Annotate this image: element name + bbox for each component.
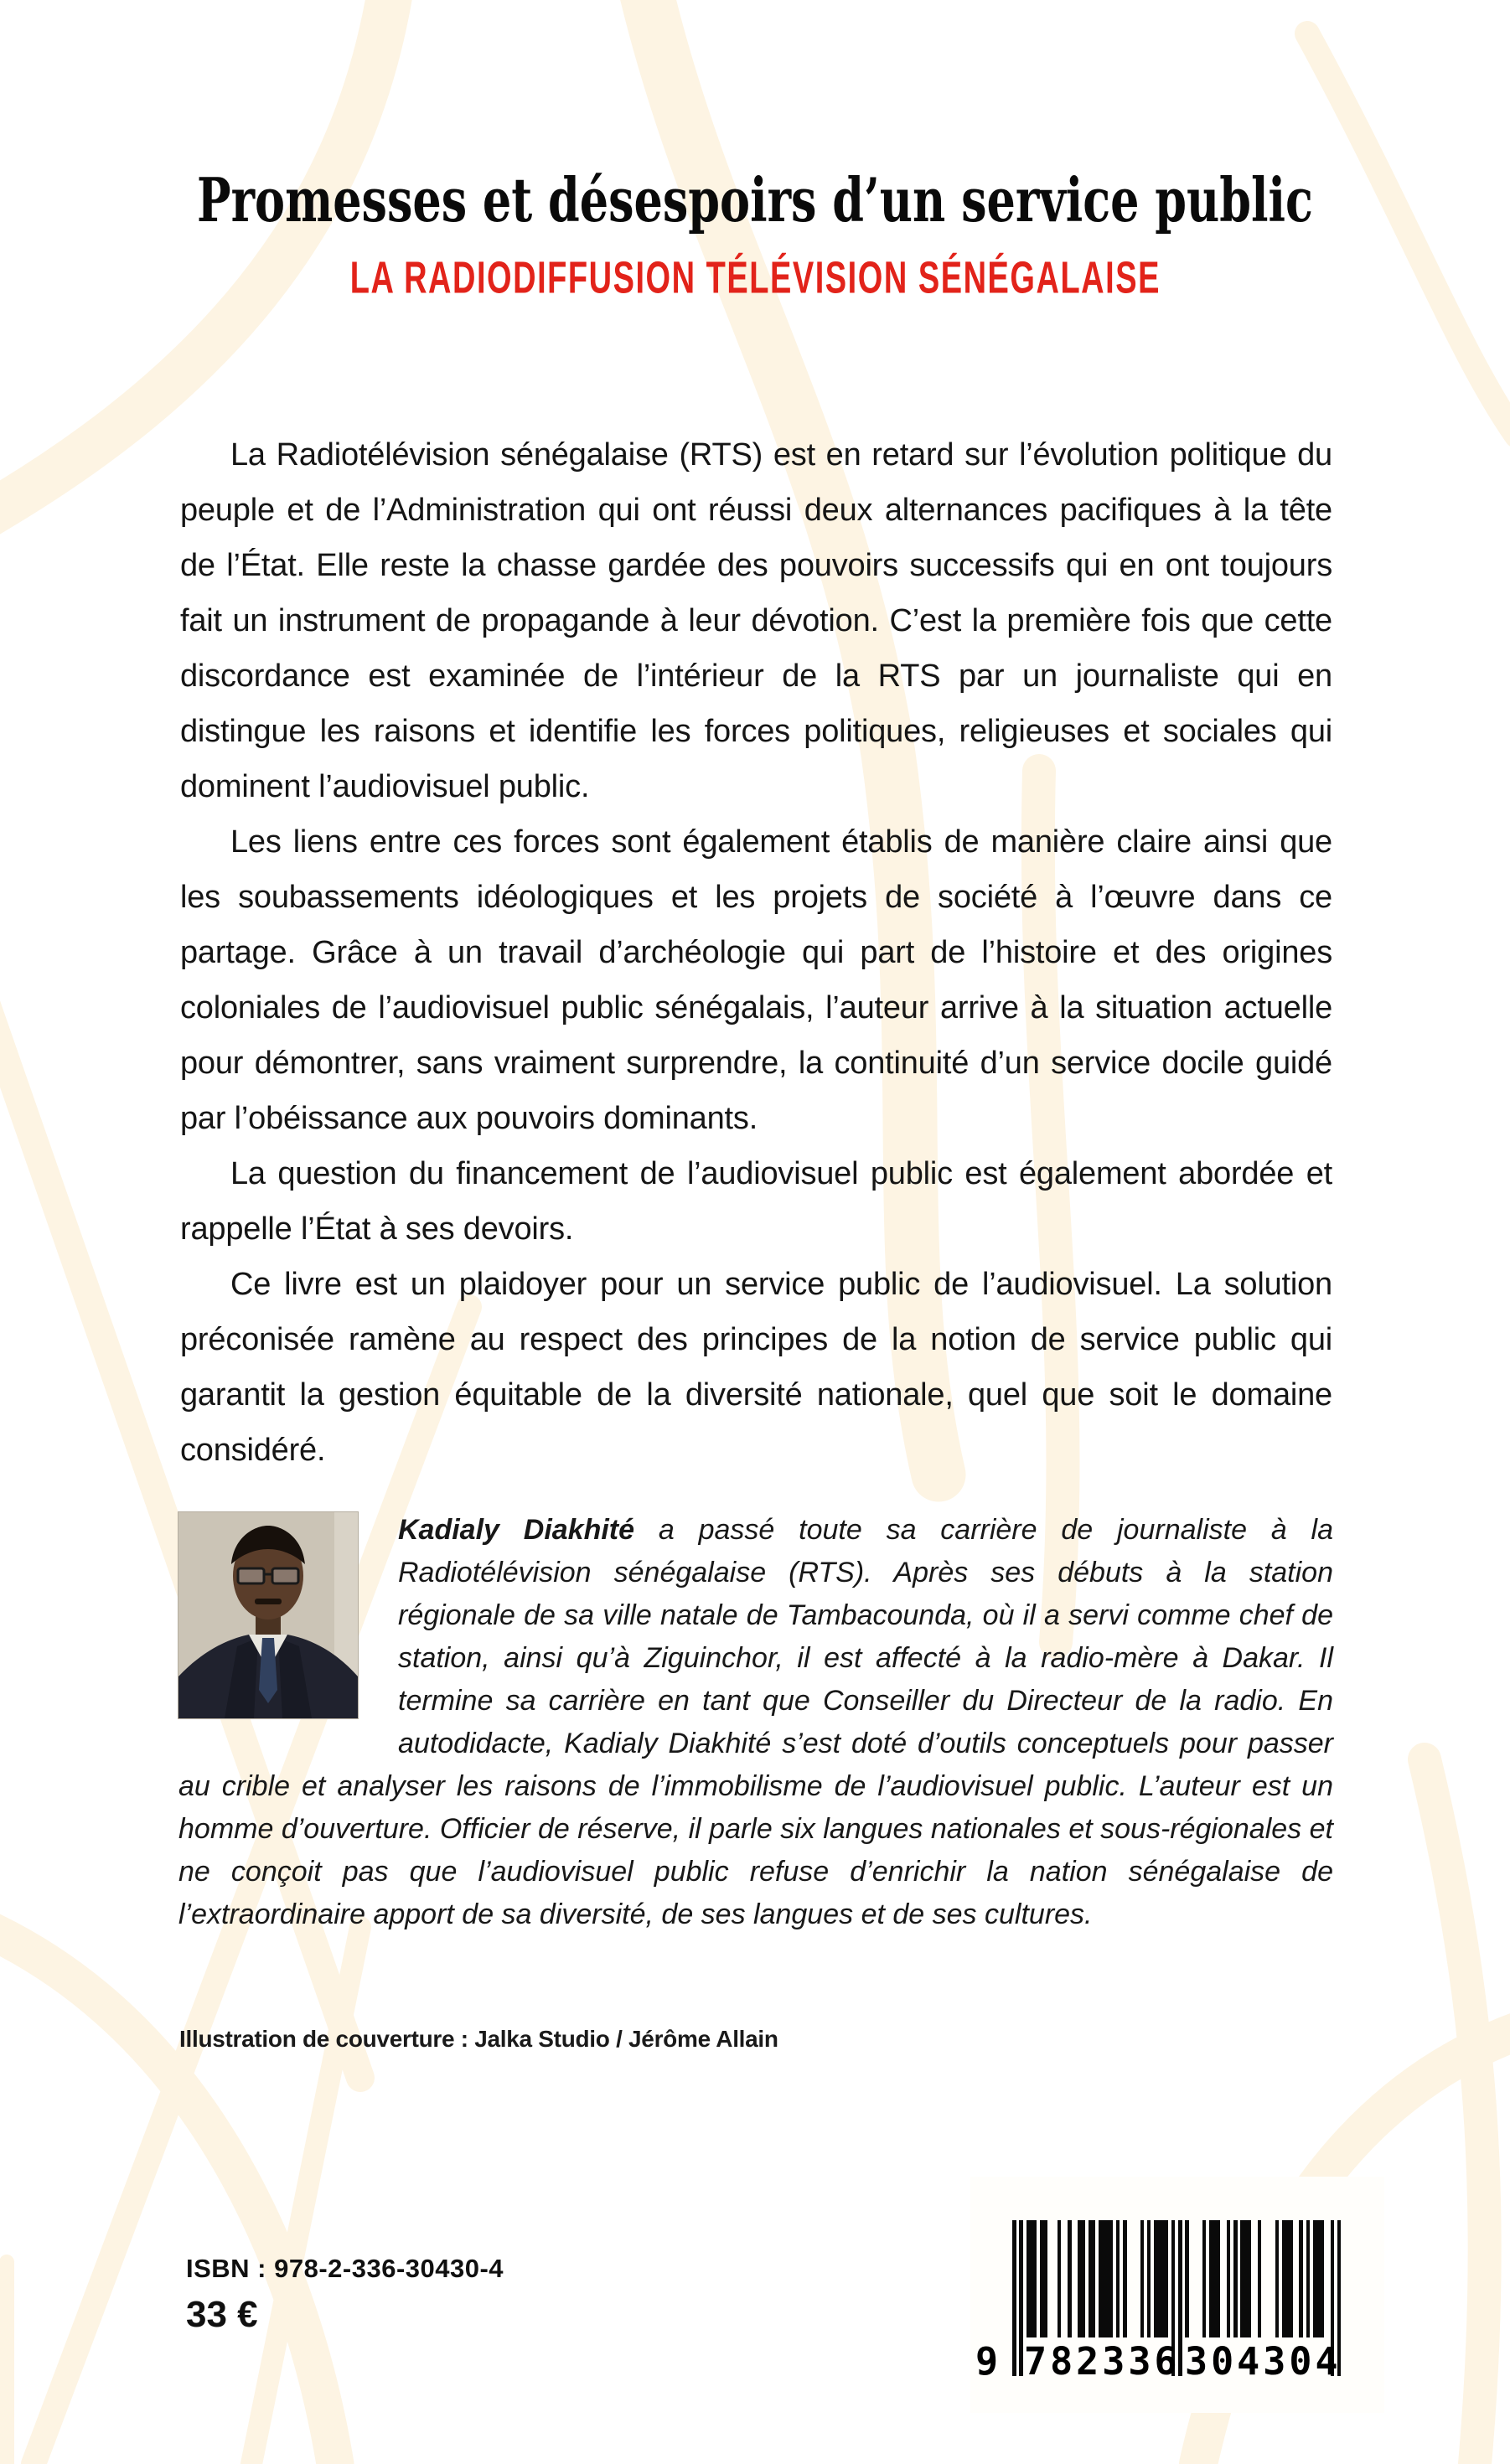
synopsis-paragraph-1: La Radiotélévision sénégalaise (RTS) est en retard sur l’évolution politique du peuple et de l’Administration qui ont réussi deux alternances pacifiques à la tête de l’État. Elle reste la chasse gardée des pouvoirs successifs qui en ont toujours fait un instrument de propagande à leur dévotion. C’est la première fois que cette discordance est examinée de l’intérieur de la RTS par un journaliste qui en distingue les raisons et identifie les forces politiques, religieuses et sociales qui dominent l’audiovisuel public.	[180, 437, 1332, 804]
book-title: Promesses et désespoirs d’un service public	[197, 164, 1313, 235]
author-portrait-image	[178, 1512, 358, 1718]
synopsis-paragraph-4: Ce livre est un plaidoyer pour un service public de l’audiovisuel. La solution préconisée ramène au respect des principes de la notion de service public qui garantit la gestion équitable de la diversité nationale, quel que soit le domaine considéré.	[180, 1267, 1332, 1468]
synopsis-paragraph-2: Les liens entre ces forces sont également établis de manière claire ainsi que les soubassements idéologiques et les projets de société à l’œuvre dans ce partage. Grâce à un travail d’archéologie qui part de l’histoire et des origines coloniales de l’audiovisuel public sénégalais, l’auteur arrive à la situation actuelle pour démontrer, sans vraiment surprendre, la continuité d’un service docile guidé par l’obéissance aux pouvoirs dominants.	[180, 824, 1332, 1136]
author-name: Kadialy Diakhité	[398, 1514, 635, 1546]
isbn-number: ISBN : 978-2-336-30430-4	[186, 2254, 504, 2283]
synopsis-paragraph-3: La question du financement de l’audiovisuel public est également abordée et rappelle l’État à ses devoirs.	[180, 1156, 1332, 1247]
book-subtitle: LA RADIODIFFUSION TÉLÉVISION SÉNÉGALAISE	[349, 252, 1161, 303]
author-photo	[178, 1512, 358, 1718]
barcode	[970, 2177, 1384, 2413]
barcode-digits-right: 304304	[1185, 2339, 1342, 2384]
cover-illustration-credit: Illustration de couverture : Jalka Studio / Jérôme Allain	[179, 2026, 778, 2052]
barcode-digits	[970, 2339, 1384, 2386]
synopsis	[180, 427, 1332, 1478]
price: 33 €	[186, 2294, 258, 2335]
barcode-digits-left: 782336	[1024, 2339, 1181, 2384]
bio-text: a passé toute sa carrière de journaliste à la Radiotélévision sénégalaise (RTS). Après ses débuts à la station régionale de sa ville natale de Tambacounda, où il a servi comme chef de station, ainsi qu’à Ziguinchor, il est affecté à la radio-mère à Dakar. Il termine sa carrière en tant que Conseiller du Directeur de la radio. En autodidacte, Kadialy Diakhité s’est doté d’outils conceptuels pour passer au crible et analyser les raisons de l’immobilisme de l’audiovisuel public. L’auteur est un homme d’ouverture. Officier de réserve, il parle six langues nationales et sous-régionales et ne conçoit pas que l’audiovisuel public refuse d’enrichir la nation sénégalaise de l’extraordinaire apport de sa diversité, de ses langues et de ses cultures.	[178, 1514, 1333, 1930]
barcode-digit-lead: 9	[975, 2339, 999, 2384]
author-bio	[178, 1509, 1333, 1936]
